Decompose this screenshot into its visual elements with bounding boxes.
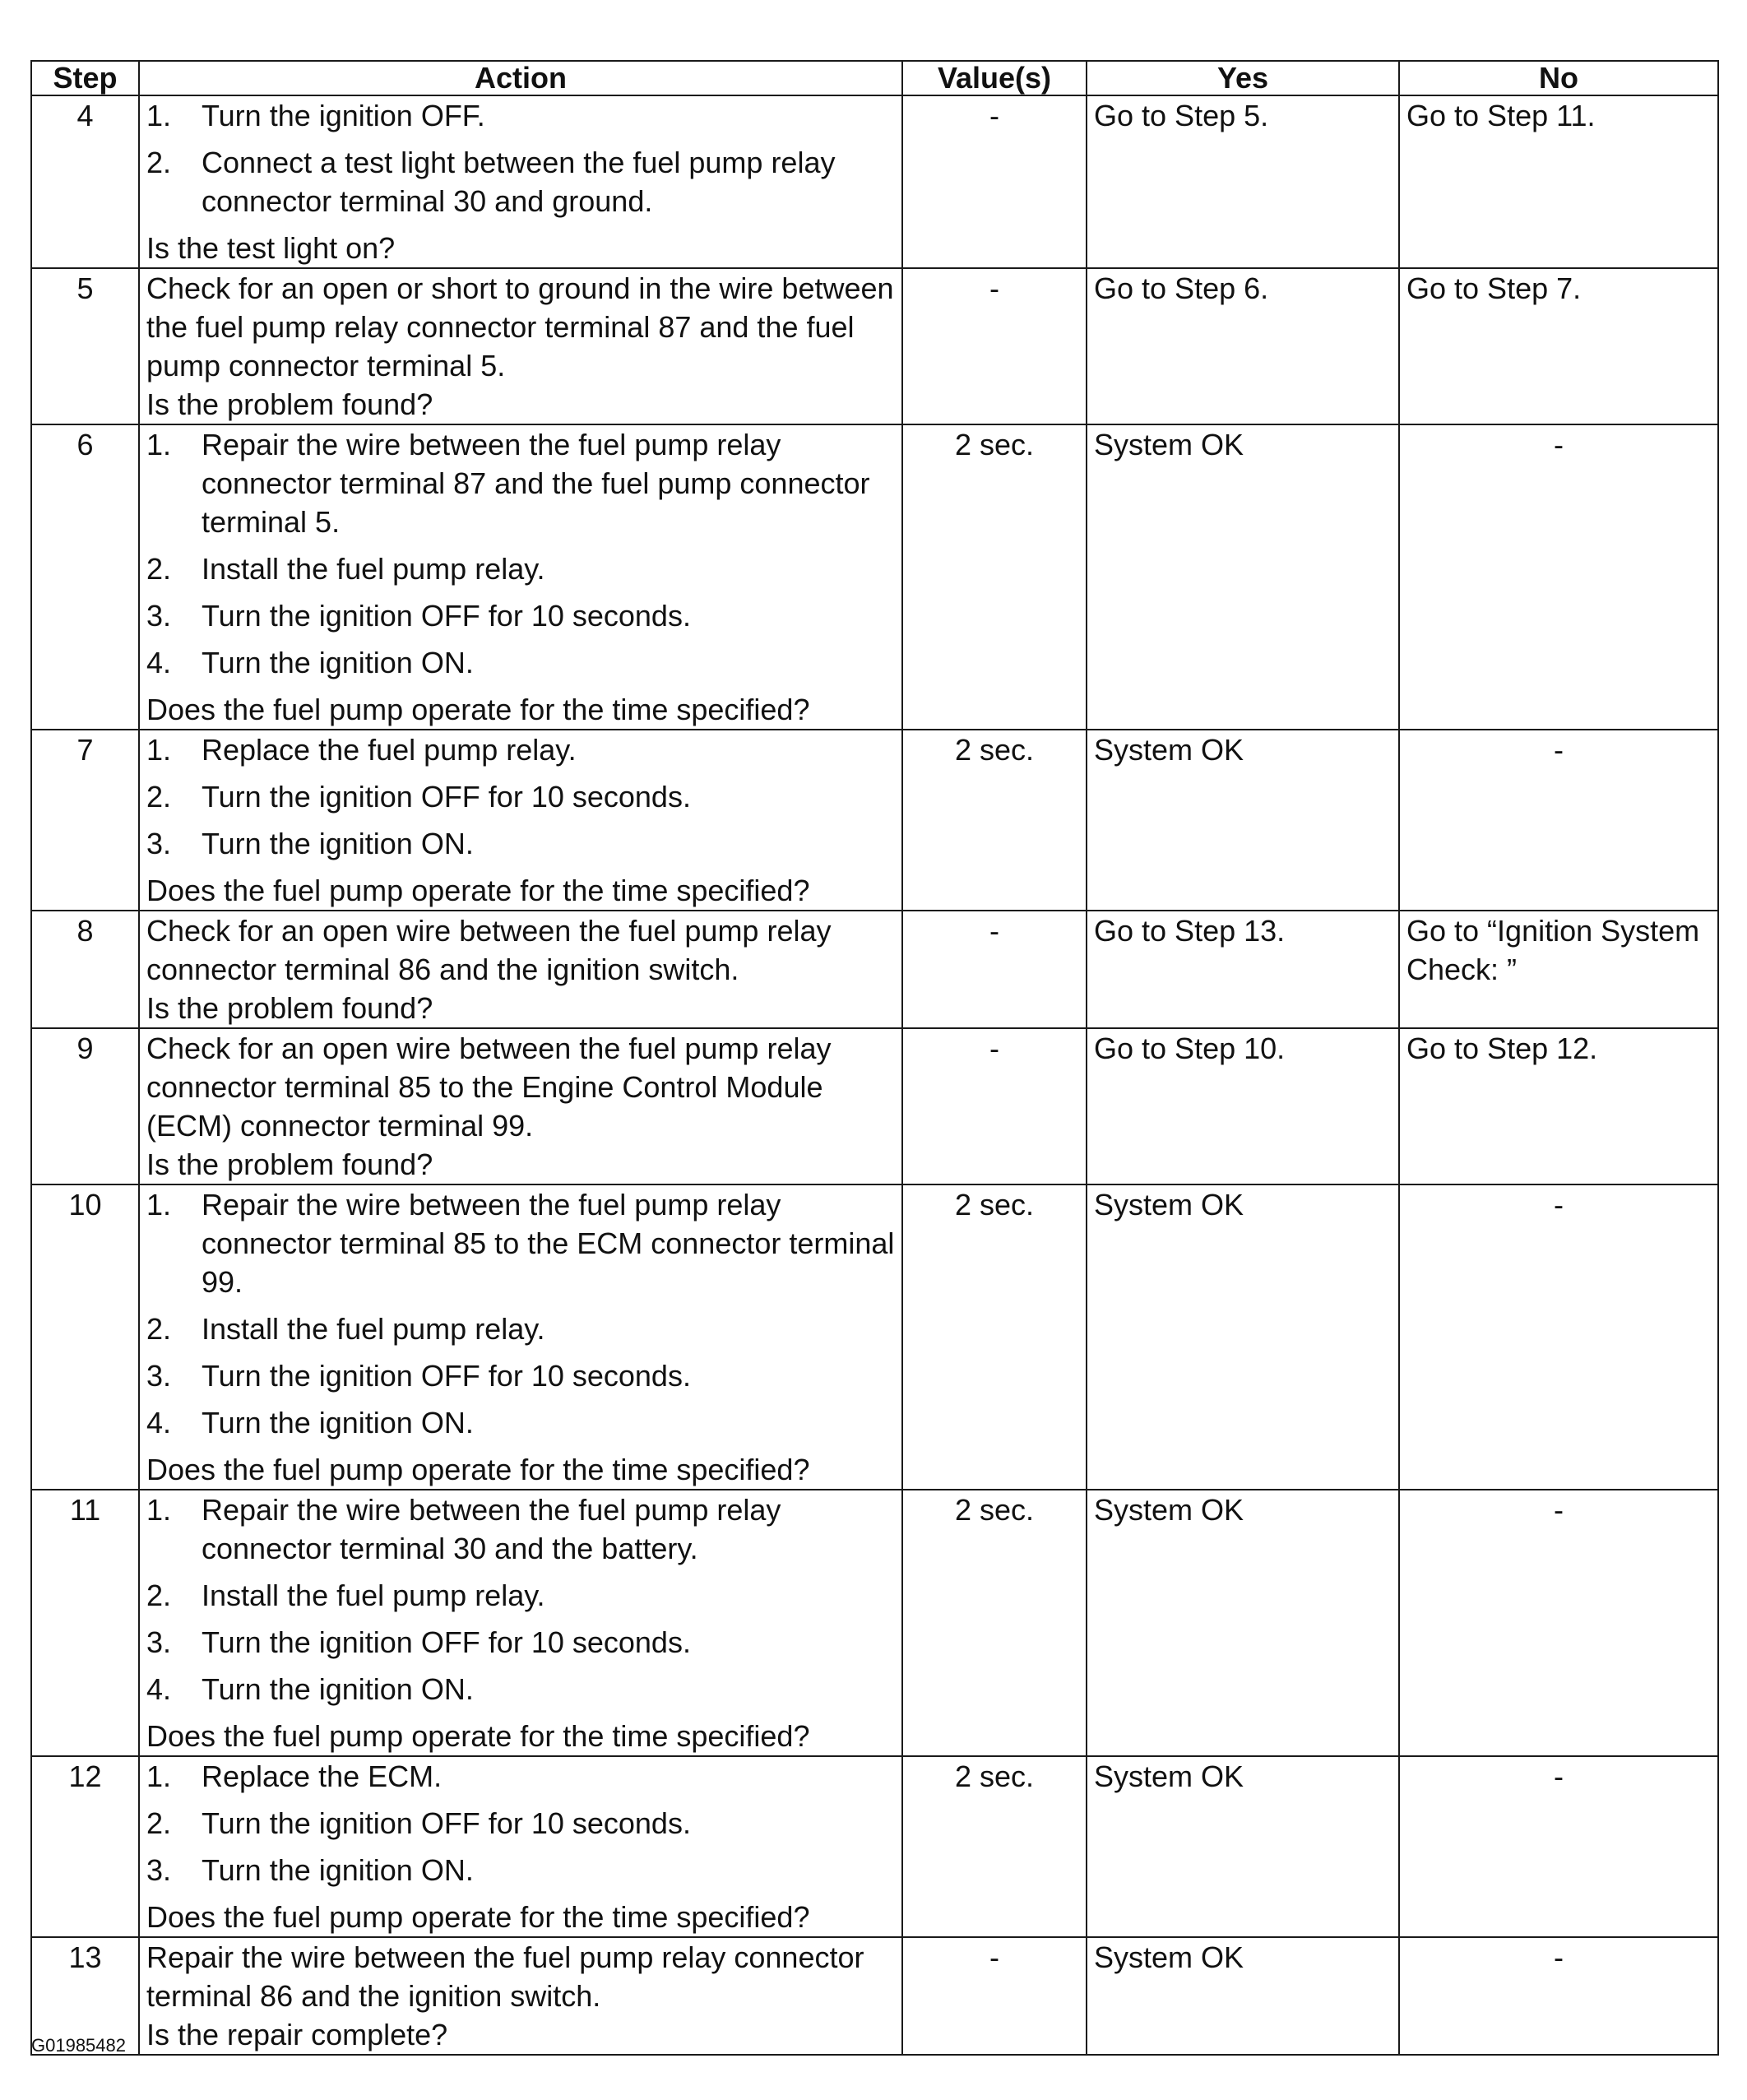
step-number: 7 <box>31 730 139 911</box>
action-cell <box>139 1756 902 1937</box>
step-number: 12 <box>31 1756 139 1937</box>
action-question: Does the fuel pump operate for the time specified? <box>146 1719 810 1753</box>
value-cell: - <box>902 911 1087 1028</box>
diagnostic-table <box>30 60 1719 2056</box>
action-step-text: Turn the ignition ON. <box>202 646 474 679</box>
table-row <box>31 424 1718 730</box>
action-text: Check for an open wire between the fuel pump relay connector terminal 85 to the Engine Control Module (ECM) connector terminal 99. <box>146 1031 832 1143</box>
step-number: 5 <box>31 268 139 424</box>
step-number: 11 <box>31 1490 139 1756</box>
action-step <box>146 643 901 682</box>
action-step-number: 4. <box>146 1672 172 1706</box>
action-step-number: 3. <box>146 1853 172 1887</box>
action-step-text: Repair the wire between the fuel pump relay connector terminal 85 to the ECM connector terminal 99. <box>202 1188 895 1299</box>
action-step <box>146 730 901 769</box>
table-body <box>31 95 1718 2055</box>
action-question: Does the fuel pump operate for the time specified? <box>146 693 810 726</box>
table-row <box>31 1490 1718 1756</box>
table-row <box>31 268 1718 424</box>
no-cell: Go to Step 7. <box>1399 268 1718 424</box>
action-step-number: 3. <box>146 1625 172 1659</box>
action-step-text: Install the fuel pump relay. <box>202 1312 545 1346</box>
no-cell: - <box>1399 424 1718 730</box>
action-step-text: Turn the ignition OFF for 10 seconds. <box>202 1625 691 1659</box>
value-cell: 2 sec. <box>902 424 1087 730</box>
action-step <box>146 1185 901 1301</box>
action-step-number: 3. <box>146 827 172 860</box>
action-cell <box>139 1937 902 2055</box>
action-step <box>146 143 901 220</box>
no-cell: - <box>1399 1756 1718 1937</box>
action-step-text: Turn the ignition OFF for 10 seconds. <box>202 1359 691 1393</box>
action-step <box>146 1757 901 1796</box>
value-cell: 2 sec. <box>902 1490 1087 1756</box>
yes-cell: Go to Step 6. <box>1087 268 1399 424</box>
value-cell: 2 sec. <box>902 1756 1087 1937</box>
yes-cell: System OK <box>1087 1756 1399 1937</box>
action-step-number: 2. <box>146 1312 172 1346</box>
action-step-number: 3. <box>146 599 172 633</box>
yes-cell: Go to Step 13. <box>1087 911 1399 1028</box>
action-step-text: Turn the ignition OFF for 10 seconds. <box>202 780 691 814</box>
action-step <box>146 1403 901 1442</box>
action-step-text: Turn the ignition ON. <box>202 1853 474 1887</box>
no-cell: Go to “Ignition System Check: ” <box>1399 911 1718 1028</box>
action-step <box>146 549 901 588</box>
action-cell <box>139 1184 902 1490</box>
header-row <box>31 61 1718 95</box>
action-step-number: 2. <box>146 1806 172 1840</box>
action-step <box>146 596 901 635</box>
action-cell <box>139 1490 902 1756</box>
table-row <box>31 1937 1718 2055</box>
table-row <box>31 911 1718 1028</box>
action-question: Is the problem found? <box>146 1147 433 1181</box>
action-question: Is the repair complete? <box>146 2018 448 2051</box>
figure-code: G01985482 <box>31 2035 126 2056</box>
header-values: Value(s) <box>902 61 1087 95</box>
action-step <box>146 96 901 135</box>
action-step-number: 2. <box>146 1578 172 1612</box>
action-step-text: Repair the wire between the fuel pump relay connector terminal 30 and the battery. <box>202 1493 781 1565</box>
action-step-number: 1. <box>146 428 172 461</box>
yes-cell: System OK <box>1087 730 1399 911</box>
action-question: Is the problem found? <box>146 387 433 421</box>
action-question: Is the test light on? <box>146 231 396 265</box>
action-cell <box>139 911 902 1028</box>
table-row <box>31 1756 1718 1937</box>
header-yes: Yes <box>1087 61 1399 95</box>
no-cell: - <box>1399 1184 1718 1490</box>
action-step-number: 4. <box>146 1406 172 1439</box>
no-cell: Go to Step 11. <box>1399 95 1718 268</box>
table-row <box>31 1184 1718 1490</box>
action-step-text: Turn the ignition OFF for 10 seconds. <box>202 1806 691 1840</box>
value-cell: 2 sec. <box>902 730 1087 911</box>
yes-cell: System OK <box>1087 1937 1399 2055</box>
action-step <box>146 777 901 816</box>
action-cell <box>139 424 902 730</box>
action-step <box>146 1490 901 1568</box>
action-text: Check for an open or short to ground in the wire between the fuel pump relay connector terminal 87 and the fuel pump connector terminal 5. <box>146 271 894 382</box>
action-step <box>146 1804 901 1843</box>
step-number: 8 <box>31 911 139 1028</box>
no-cell: Go to Step 12. <box>1399 1028 1718 1184</box>
action-step-text: Install the fuel pump relay. <box>202 1578 545 1612</box>
action-step-number: 1. <box>146 1759 172 1793</box>
action-step-number: 2. <box>146 552 172 586</box>
action-step <box>146 1310 901 1348</box>
yes-cell: Go to Step 5. <box>1087 95 1399 268</box>
step-number: 13 <box>31 1937 139 2055</box>
header-no: No <box>1399 61 1718 95</box>
action-step <box>146 1356 901 1395</box>
action-cell <box>139 1028 902 1184</box>
action-step-number: 1. <box>146 733 172 767</box>
table-row <box>31 730 1718 911</box>
value-cell: 2 sec. <box>902 1184 1087 1490</box>
action-cell <box>139 268 902 424</box>
table-row <box>31 95 1718 268</box>
action-step-text: Install the fuel pump relay. <box>202 552 545 586</box>
action-question: Does the fuel pump operate for the time specified? <box>146 1900 810 1934</box>
action-step <box>146 425 901 541</box>
no-cell: - <box>1399 730 1718 911</box>
yes-cell: System OK <box>1087 1490 1399 1756</box>
action-step-text: Turn the ignition ON. <box>202 1406 474 1439</box>
action-step-number: 1. <box>146 1188 172 1222</box>
action-question: Does the fuel pump operate for the time specified? <box>146 1453 810 1486</box>
action-question: Does the fuel pump operate for the time specified? <box>146 874 810 907</box>
action-step <box>146 1576 901 1615</box>
value-cell: - <box>902 268 1087 424</box>
no-cell: - <box>1399 1490 1718 1756</box>
value-cell: - <box>902 1937 1087 2055</box>
step-number: 6 <box>31 424 139 730</box>
step-number: 4 <box>31 95 139 268</box>
action-step-text: Replace the fuel pump relay. <box>202 733 577 767</box>
action-step-number: 2. <box>146 780 172 814</box>
action-step <box>146 1851 901 1889</box>
action-step-number: 1. <box>146 1493 172 1527</box>
no-cell: - <box>1399 1937 1718 2055</box>
action-step-text: Repair the wire between the fuel pump relay connector terminal 87 and the fuel pump connector terminal 5. <box>202 428 870 539</box>
action-step-number: 4. <box>146 646 172 679</box>
yes-cell: System OK <box>1087 1184 1399 1490</box>
action-step-text: Connect a test light between the fuel pump relay connector terminal 30 and ground. <box>202 146 836 218</box>
action-text: Check for an open wire between the fuel pump relay connector terminal 86 and the ignition switch. <box>146 914 832 986</box>
action-step-text: Turn the ignition OFF. <box>202 99 485 132</box>
header-action: Action <box>139 61 902 95</box>
action-step-number: 3. <box>146 1359 172 1393</box>
action-step-text: Replace the ECM. <box>202 1759 443 1793</box>
value-cell: - <box>902 95 1087 268</box>
action-question: Is the problem found? <box>146 991 433 1025</box>
step-number: 9 <box>31 1028 139 1184</box>
action-step-text: Turn the ignition ON. <box>202 827 474 860</box>
action-step <box>146 824 901 863</box>
action-cell <box>139 730 902 911</box>
action-step-number: 1. <box>146 99 172 132</box>
table-row <box>31 1028 1718 1184</box>
action-step <box>146 1670 901 1708</box>
action-step-text: Turn the ignition ON. <box>202 1672 474 1706</box>
header-step: Step <box>31 61 139 95</box>
action-step <box>146 1623 901 1662</box>
yes-cell: Go to Step 10. <box>1087 1028 1399 1184</box>
action-step-text: Turn the ignition OFF for 10 seconds. <box>202 599 691 633</box>
step-number: 10 <box>31 1184 139 1490</box>
action-step-number: 2. <box>146 146 172 179</box>
action-cell <box>139 95 902 268</box>
value-cell: - <box>902 1028 1087 1184</box>
action-text: Repair the wire between the fuel pump relay connector terminal 86 and the ignition switch. <box>146 1940 864 2013</box>
yes-cell: System OK <box>1087 424 1399 730</box>
